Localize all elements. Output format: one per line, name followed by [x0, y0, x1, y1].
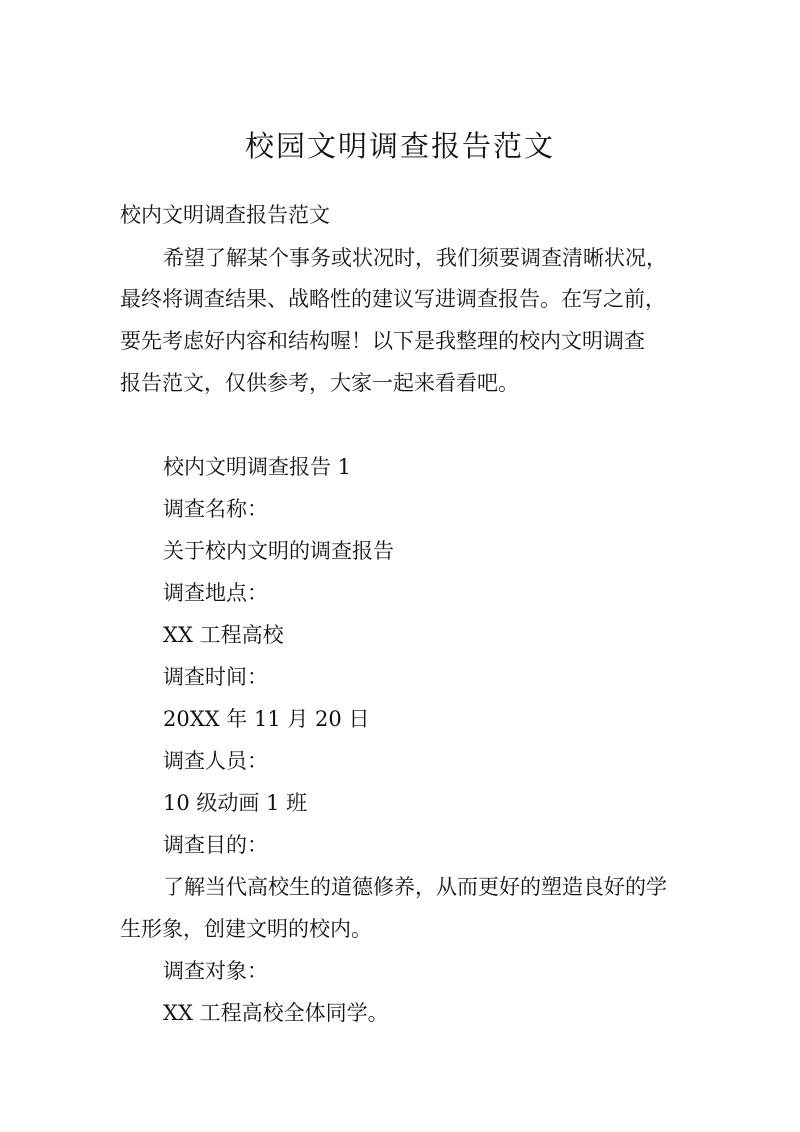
report-heading: 校内文明调查报告 1: [163, 455, 352, 479]
field-value-time: 20XX 年 11 月 20 日: [163, 707, 370, 731]
field-label-time: 调查时间：: [163, 665, 268, 689]
field-label-name: 调查名称：: [163, 497, 268, 521]
field-label-purpose: 调查目的：: [163, 833, 268, 857]
intro-line: 报告范文，仅供参考，大家一起来看看吧。: [120, 371, 519, 395]
field-value-personnel: 10 级动画 1 班: [163, 791, 308, 815]
intro-line: 希望了解某个事务或状况时，我们须要调查清晰状况，: [163, 246, 667, 270]
field-label-target: 调查对象：: [163, 959, 268, 983]
field-label-personnel: 调查人员：: [163, 749, 268, 773]
field-label-location: 调查地点：: [163, 581, 268, 605]
intro-line: 最终将调查结果、战略性的建议写进调查报告。在写之前，: [120, 287, 666, 311]
field-value-name: 关于校内文明的调查报告: [163, 539, 394, 563]
field-value-purpose-cont: 生形象，创建文明的校内。: [120, 917, 372, 941]
field-value-location: XX 工程高校: [163, 623, 284, 647]
document-title: 校园文明调查报告范文: [244, 129, 555, 163]
intro-line: 要先考虑好内容和结构喔！以下是我整理的校内文明调查: [120, 329, 645, 353]
field-value-target: XX 工程高校全体同学。: [163, 1001, 389, 1025]
field-value-purpose: 了解当代高校生的道德修养，从而更好的塑造良好的学: [163, 875, 667, 899]
document-subtitle: 校内文明调查报告范文: [120, 203, 330, 227]
